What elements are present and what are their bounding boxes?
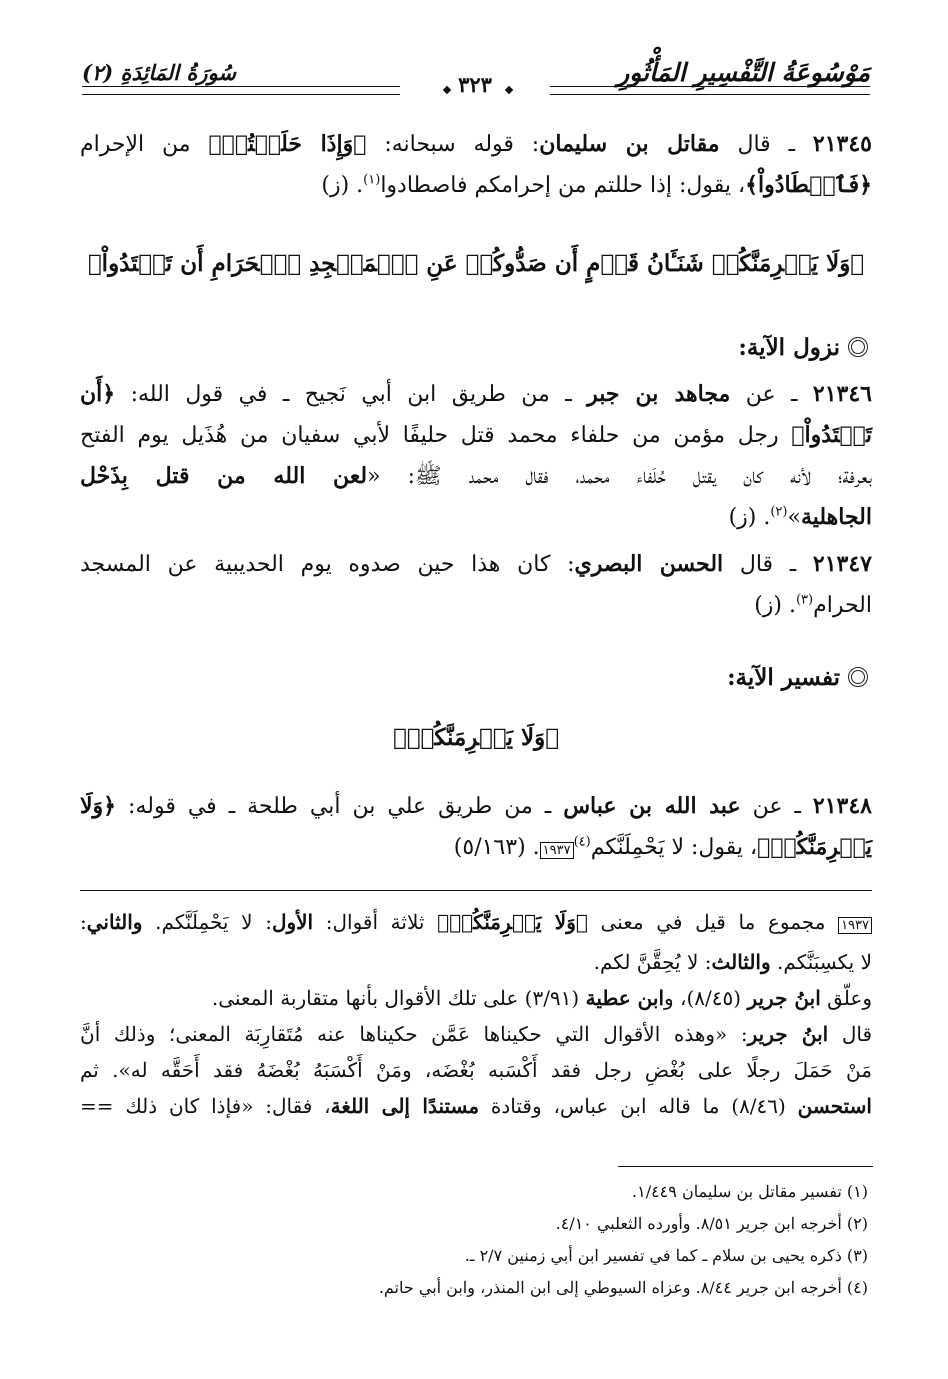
narrator: الحسن البصري — [574, 551, 724, 577]
verse-heading: ﴿وَلَا يَجۡرِمَنَّكُمۡ شَنَـَٔانُ قَوۡمٍ أَن صَدُّوكُمۡ عَنِ ٱلۡمَسۡجِدِ ٱلۡحَرَامِ أَن تَعۡتَدُواْ﴾ — [87, 250, 865, 277]
section-heading-revelation: نزول الآية: — [738, 334, 868, 361]
narration-21346: ٢١٣٤٦ ـ عن مجاهد بن جبر ـ من طريق ابن أبي نَجيح ـ في قول الله: ﴿أَن تَعۡتَدُواْ﴾ رجل مؤمن من حلفاء محمد قتل حليفًا لأبي سفيان من هُذَيل يوم الفتح بعرفة؛ لأنه كان يقتل حُلَفاء محمد، فقال محمد ﷺ: «لعن الله من قتل بِذَحْل الجاهلية»$^{(٢)}$. (ز) — [80, 381, 872, 530]
book-title: مَوْسُوعَةُ التَّفْسِيرِ المَأْثُورِ — [617, 58, 870, 87]
footnote-1: (١) تفسير مقاتل بن سليمان ١/٤٤٩. — [632, 1182, 868, 1201]
verse-heading: ﴿وَلَا يَجۡرِمَنَّكُمۡ﴾ — [392, 724, 560, 751]
narration-number: ٢١٣٤٨ — [812, 793, 872, 819]
footnote-3: (٣) ذكره يحيى بن سلام ـ كما في تفسير ابن أبي زمنين ٢/٧ ـ. — [464, 1246, 868, 1265]
hadith-text: لعن الله من قتل بِذَحْل — [80, 463, 368, 489]
surah-title: سُورَةُ المَائِدَةِ (٢) — [82, 60, 237, 85]
quran-quote: ﴿وَإِذَا حَلَلۡتُمۡ﴾ — [208, 131, 367, 157]
footnote-ref: (٢) — [770, 504, 788, 520]
commentary-ref-box: ١٩٣٧ — [540, 842, 574, 859]
narration-21347: ٢١٣٤٧ ـ قال الحسن البصري: كان هذا حين صدوه يوم الحديبية عن المسجد الحرام$^{(٣)}$. (ز) — [80, 551, 872, 618]
narration-21345: ٢١٣٤٥ ـ قال مقاتل بن سليمان: قوله سبحانه: ﴿وَإِذَا حَلَلۡتُمۡ﴾ من الإحرام ﴿فَٱصۡطَادُواْ﴾، يقول: إذا حللتم من إحرامكم فاصطادوا$^{(١)}$. (ز) — [80, 131, 872, 198]
commentary-number-box: ١٩٣٧ — [838, 917, 872, 934]
narration-number: ٢١٣٤٥ — [812, 131, 872, 157]
hadith-text: الجاهلية — [800, 504, 872, 530]
footnote-4: (٤) أخرجه ابن جرير ٨/٤٤. وعزاه السيوطي إلى ابن المنذر، وابن أبي حاتم. — [378, 1278, 868, 1297]
flower-ornament-icon — [848, 667, 868, 687]
narration-number: ٢١٣٤٧ — [812, 551, 872, 577]
page-number: ٣٢٣ — [400, 72, 550, 97]
quran-quote: ﴿وَلَا يَجۡرِمَنَّكُمۡ﴾ — [437, 910, 588, 934]
quran-quote: ﴿فَٱصۡطَادُواْ﴾ — [745, 172, 872, 198]
commentary-divider — [80, 890, 872, 891]
footnote-ref: (٤) — [573, 834, 591, 850]
footnote-rule — [618, 1166, 873, 1167]
footnote-ref: (٣) — [795, 592, 814, 608]
quran-quote: يَجۡرِمَنَّكُمۡ﴾ — [757, 834, 872, 860]
section-heading-tafsir: تفسير الآية: — [727, 664, 868, 691]
narrator: عبد الله بن عباس — [563, 793, 741, 819]
commentary-note: ١٩٣٧ مجموع ما قيل في معنى ﴿وَلَا يَجۡرِمَنَّكُمۡ﴾ ثلاثة أقوال: الأول: لا يَحْمِلَنَّكم. والثاني: لا يكسِبَنَّكم. والثالث: لا يُحِقَّنَّ لكم. وعلّق ابنُ جرير (٨/٤٥)، وابن عطية (٣/٩١) على تلك الأقوال بأنها متقاربة المعنى. قال ابنُ جرير: «وهذه الأقوال التي حكيناها عَمَّن حكيناها عنه مُتَقارِبَة المعنى؛ وذلك أنَّ مَنْ حَمَلَ رجلًا على بُغْضِ رجل فقد أَكْسَبه بُغْضَه، ومَنْ أَكْسَبَهُ بُغْضَهُ فقد أَحَقَّه له». ثم استحسن (٨/٤٦) ما قاله ابن عباس، وقتادة مستندًا إلى اللغة، فقال: «فإذا كان ذلك == — [80, 910, 873, 1118]
footnote-2: (٢) أخرجه ابن جرير ٨/٥١. وأورده الثعلبي ٤/١٠. — [555, 1214, 868, 1233]
narrator: مجاهد بن جبر — [587, 381, 731, 407]
quran-quote: تَعۡتَدُواْ﴾ — [791, 422, 872, 448]
narrator: مقاتل بن سليمان — [539, 131, 720, 157]
footnote-ref: (١) — [363, 172, 381, 188]
quran-quote: ﴿وَلَا — [80, 793, 117, 819]
flower-ornament-icon — [848, 337, 868, 357]
narration-21348: ٢١٣٤٨ ـ عن عبد الله بن عباس ـ من طريق علي بن أبي طلحة ـ في قوله: ﴿وَلَا يَجۡرِمَنَّكُمۡ﴾، يقول: لا يَحْمِلَنَّكم$^{(٤)}$١٩٣٧. (٥/١٦٣) — [80, 793, 872, 860]
narration-number: ٢١٣٤٦ — [812, 381, 872, 407]
quran-quote: ﴿أَن — [80, 381, 116, 407]
